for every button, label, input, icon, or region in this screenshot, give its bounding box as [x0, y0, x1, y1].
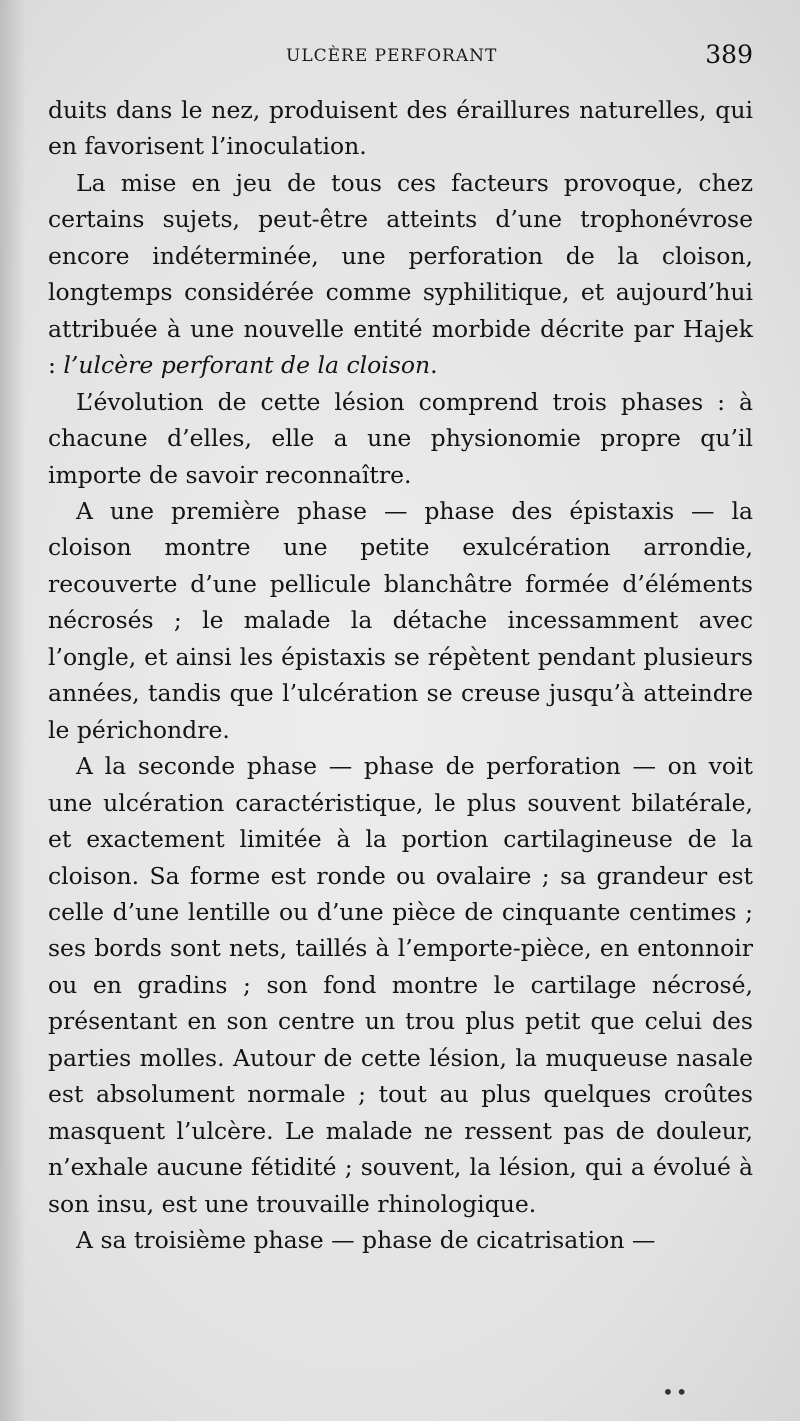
- paragraph-3: L’évolution de cette lésion comprend trois phases : à chacune d’elles, elle a une physionomie propre qu’il importe de savoir reconnaître.: [48, 387, 753, 489]
- page-header: [48, 40, 753, 80]
- paragraph-2-end: .: [430, 351, 438, 380]
- paragraph-1: duits dans le nez, produisent des éraillures naturelles, qui en favorisent l’inoculation.: [48, 96, 753, 161]
- paragraph-5: A la seconde phase — phase de perforation — on voit une ulcération caractéristique, le plus souvent bilatérale, et exactement limitée à la portion cartilagineuse de la cloison. Sa forme est ronde ou ovalaire ; sa grandeur est celle d’une lentille ou d’une pièce de cinquante centimes ; ses bords sont nets, taillés à l’emporte-pièce, en entonnoir ou en gradins ; son fond montre le cartilage nécrosé, présentant en son centre un trou plus petit que celui des parties molles. Autour de cette lésion, la muqueuse nasale est absolument normale ; tout au plus quelques croûtes masquent l’ulcère. Le malade ne ressent pas de douleur, n’exhale aucune fétidité ; souvent, la lésion, qui a évolué à son insu, est une trouvaille rhinologique.: [48, 752, 753, 1218]
- paragraph-2-text: La mise en jeu de tous ces facteurs provoque, chez certains sujets, peut-être atteints d’une trophonévrose encore indéterminée, une perforation de la cloison, longtemps considérée comme syphilitique, et aujourd’hui attribuée à une nouvelle entité morbide décrite par Hajek :: [48, 168, 753, 380]
- paragraph-6: A sa troisième phase — phase de cicatrisation —: [76, 1226, 656, 1255]
- paragraph-2: [48, 165, 753, 384]
- page-number: 389: [705, 40, 753, 69]
- paragraph-2-italic-term: l’ulcère perforant de la cloison: [63, 351, 431, 380]
- paragraph-4: A une première phase — phase des épistaxis — la cloison montre une petite exulcération arrondie, recouverte d’une pellicule blanchâtre formée d’éléments nécrosés ; le malade la détache incessamment avec l’ongle, et ainsi les épistaxis se répètent pendant plusieurs années, tandis que l’ulcération se creuse jusqu’à atteindre le périchondre.: [48, 496, 753, 744]
- page-gutter-shadow: [0, 0, 26, 1421]
- running-title: ULCÈRE PERFORANT: [286, 46, 498, 66]
- body-text: [48, 92, 753, 1259]
- signature-marks: ••: [662, 1380, 690, 1404]
